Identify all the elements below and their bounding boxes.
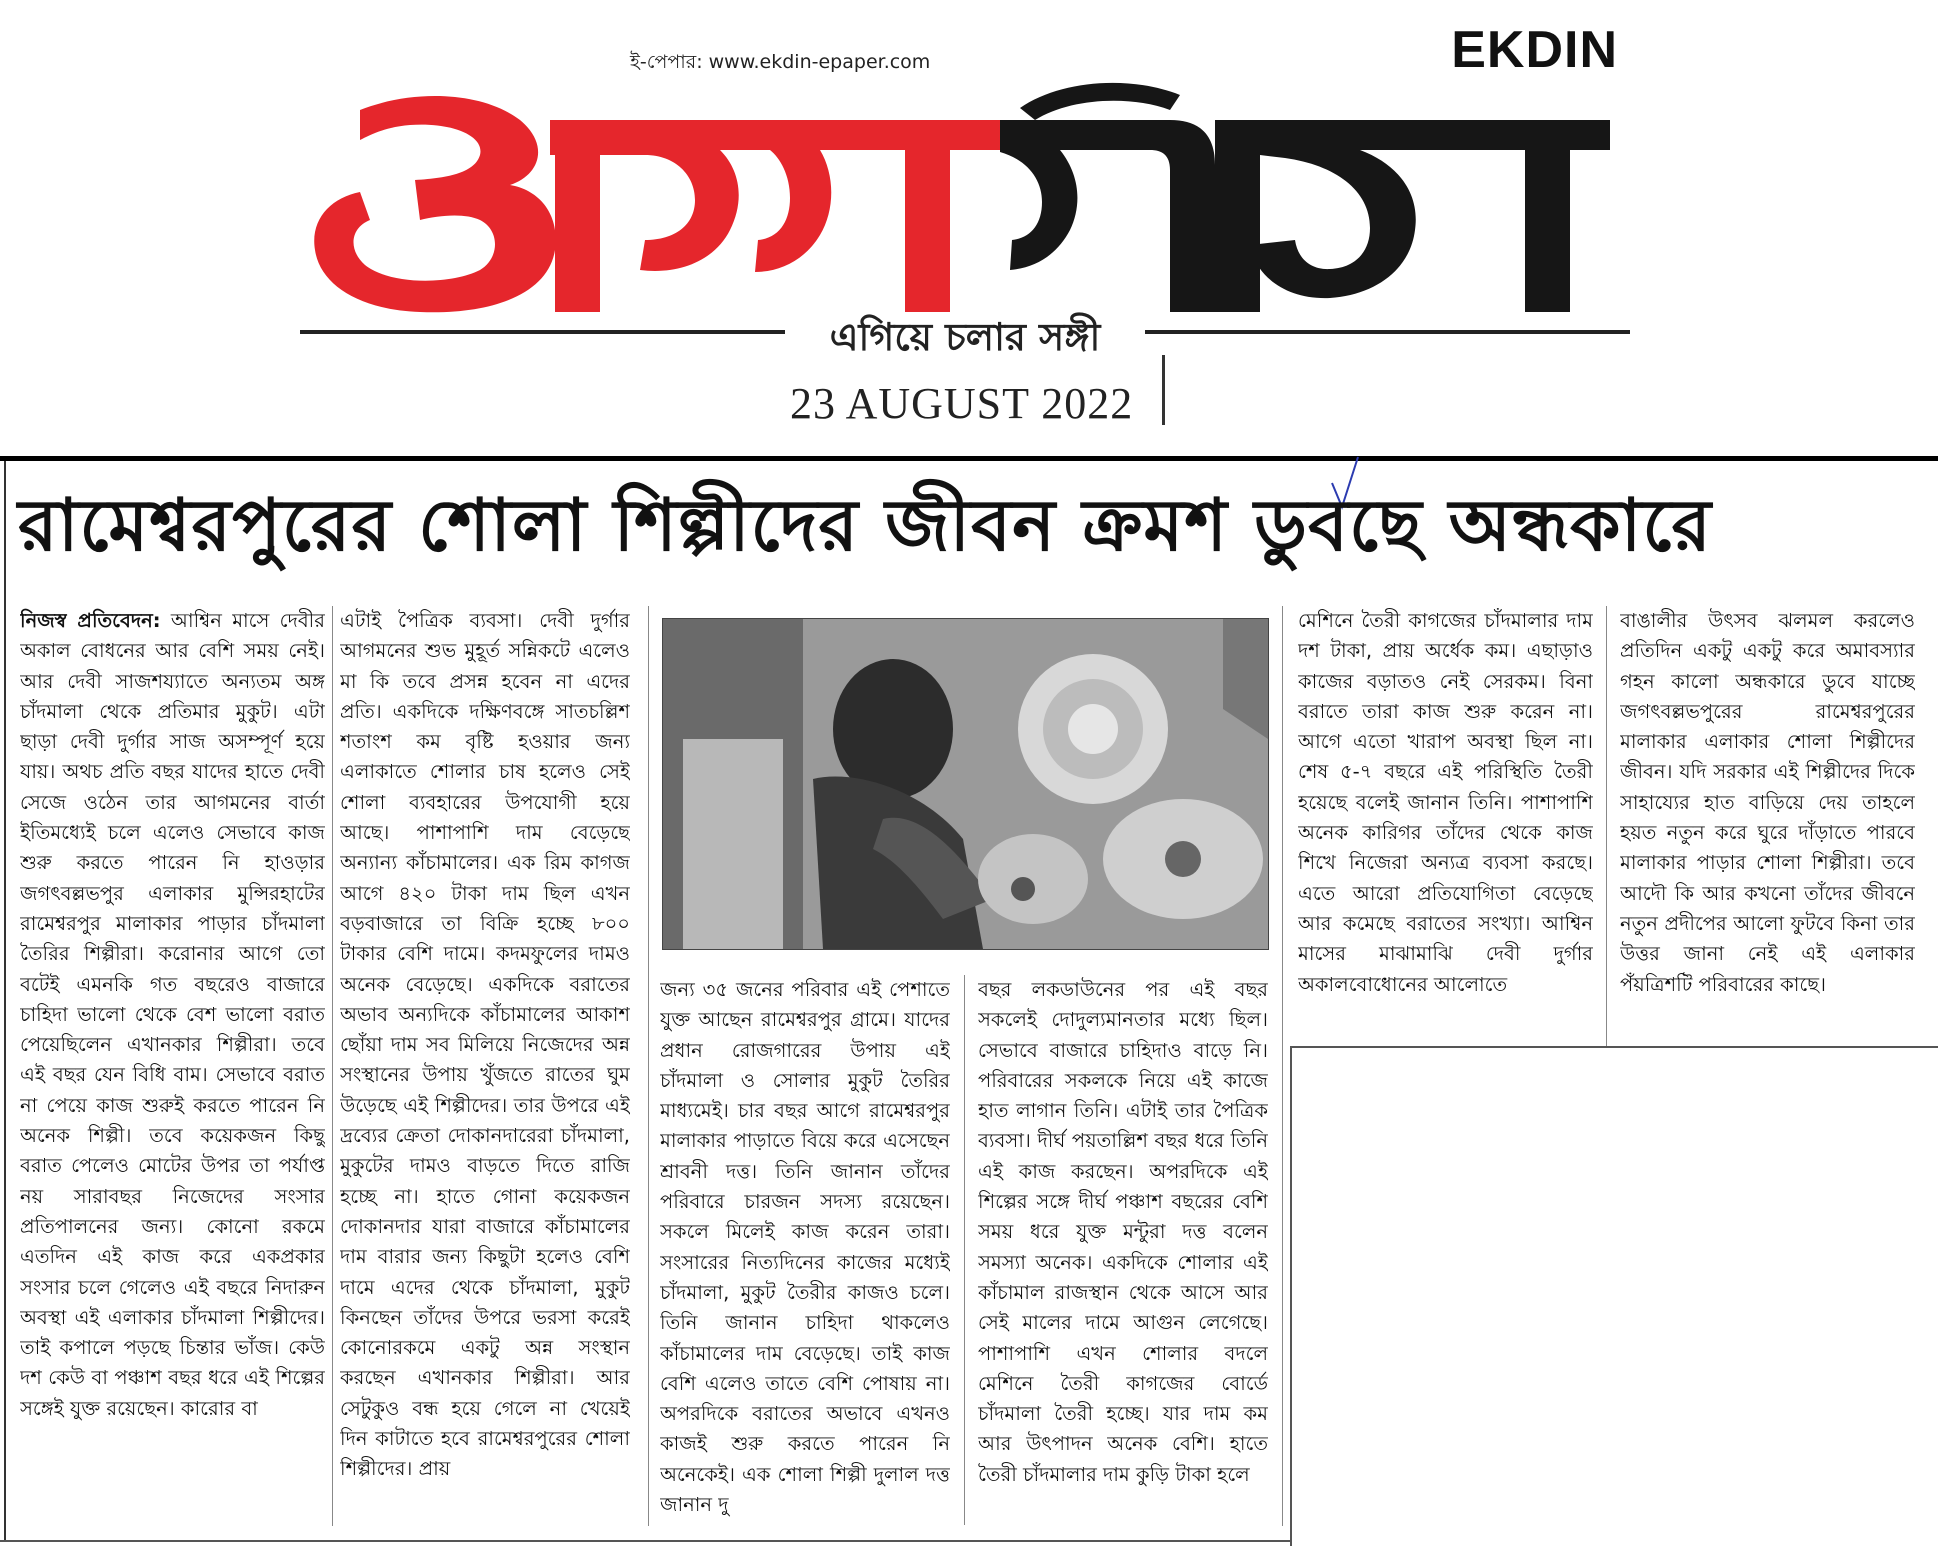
article-column-4 (978, 975, 1268, 1525)
column-5-text: মেশিনে তৈরী কাগজের চাঁদমালার দাম দশ টাকা, প্রায় অর্ধেক কম। এছাড়াও কাজের বড়াতও নেই সেরকম। বিনা বরাতে তারা কাজ শুরু করেন না। আগে এতো খারাপ অবস্থা ছিল না। শেষ ৫-৭ বছরে এই পরিস্থিতি তৈরী হয়েছে বলেই জানান তিনি। পাশাপাশি অনেক কারিগর তাঁদের থেকে কাজ শিখে নিজেরা অন্যত্র ব্যবসা করছে। এতে আরো প্রতিযোগিতা বেড়েছে আর কমেছে বরাতের সংখ্যা। আশ্বিন মাসের মাঝামাঝি দেবী দুর্গার অকালবোধোনের আলোতে (1298, 609, 1593, 996)
article-left-rule (4, 461, 6, 1541)
article-headline: রামেশ্বরপুরের শোলা শিল্পীদের জীবন ক্রমশ ডুবছে অন্ধকারে (18, 483, 1712, 567)
column-2-text: এটাই পৈত্রিক ব্যবসা। দেবী দুর্গার আগমনের শুভ মুহূর্ত সন্নিকটে এলেও মা কি তবে প্রসন্ন হবেন না এদের প্রতি। একদিকে দক্ষিণবঙ্গে সাতচল্লিশ শতাংশ কম বৃষ্টি হওয়ার জন্য এলাকাতে শোলার চাষ হলেও সেই শোলা ব্যবহারের উপযোগী হয়ে আছে। পাশাপাশি দাম বেড়েছে অন্যান্য কাঁচামালের। এক রিম কাগজ আগে ৪২০ টাকা দাম ছিল এখন বড়বাজারে তা বিক্রি হচ্ছে ৮০০ টাকার বেশি দামে। কদমফুলের দামও অনেক বেড়েছে। একদিকে বরাতের অভাব অন্যদিকে কাঁচামালের আকাশ ছোঁয়া দাম সব মিলিয়ে নিজেদের অন্ন সংস্থানের উপায় খুঁজতে রাতের ঘুম উড়েছে এই শিল্পীদের। তার উপরে এই দ্রব্যের ক্রেতা দোকানদারেরা চাঁদমালা, মুকুটের দামও বাড়তে দিতে রাজি হচ্ছে না। হাতে গোনা কয়েকজন দোকানদার যারা বাজারে কাঁচামালের দাম বারার জন্য কিছুটা হলেও বেশি দামে এদের থেকে চাঁদমালা, মুকুট কিনছেন তাঁদের উপরে ভরসা করেই কোনোরকমে একটু অন্ন সংস্থান করছেন এখানকার শিল্পীরা। আর সেটুকুও বন্ধ হয়ে গেলে না খেয়েই দিন কাটাতে হবে রামেশ্বরপুরের শোলা শিল্পীদের। প্রায় (340, 609, 630, 1481)
tagline-rule-right (1145, 330, 1630, 334)
article-top-rule (0, 456, 1938, 461)
article-column-6 (1620, 606, 1915, 1046)
column-3-text: জন্য ৩৫ জনের পরিবার এই পেশাতে যুক্ত আছেন রামেশ্বরপুর গ্রামে। যাদের প্রধান রোজগারের উপায় এই চাঁদমালা ও সোলার মুকুট তৈরির মাধ্যমেই। চার বছর আগে রামেশ্বরপুর মালাকার পাড়াতে বিয়ে করে এসেছেন শ্রাবনী দত্ত। তিনি জানান তাঁদের পরিবারে চারজন সদস্য রয়েছেন। সকলে মিলেই কাজ করেন তারা। সংসারের নিত্যদিনের কাজের মধ্যেই চাঁদমালা, মুকুট তৈরীর কাজও চলে। তিনি জানান চাহিদা থাকলেও কাঁচামালের দাম বেড়েছে। তাই কাজ বেশি এলেও তাতে বেশি পোষায় না। অপরদিকে বরাতের অভাবে এখনও কাজই শুরু করতে পারেন নি অনেকেই। এক শোলা শিল্পী দুলাল দত্ত জানান দু (660, 978, 950, 1517)
logo-mark (314, 83, 1610, 312)
article-end-rule-vertical (1290, 1046, 1292, 1546)
column-4-text: বছর লকডাউনের পর এই বছর সকলেই দোদুল্যমানতার মধ্যে ছিল। সেভাবে বাজারে চাহিদাও বাড়ে নি। পরিবারের সকলকে নিয়ে এই কাজে হাত লাগান তিনি। এটাই তার পৈত্রিক ব্যবসা। দীর্ঘ পয়তাল্লিশ বছর ধরে তিনি এই কাজ করছেন। অপরদিকে এই শিল্পের সঙ্গে দীর্ঘ পঞ্চাশ বছরের বেশি সময় ধরে যুক্ত মন্টুরা দত্ত বলেন সমস্যা অনেক। একদিকে শোলার এই কাঁচামাল রাজস্থান থেকে আসে আর সেই মালের দামে আগুন লেগেছে। পাশাপাশি এখন শোলার বদলে মেশিনে তৈরী কাগজের বোর্ডে চাঁদমালা তৈরী হচ্ছে। যার দাম কম আর উৎপাদন অনেক বেশি। হাতে তৈরী চাঁদমালার দাম কুড়ি টাকা হলে (978, 978, 1268, 1486)
article-column-2 (340, 606, 630, 1526)
epaper-url: ই-পেপার: www.ekdin-epaper.com (630, 51, 931, 73)
column-divider (1606, 606, 1607, 1046)
byline: নিজস্ব প্রতিবেদন: (20, 609, 161, 632)
column-divider (964, 975, 965, 1525)
clip-edge-mark (1162, 355, 1165, 425)
article-column-1 (20, 606, 325, 1526)
column-divider (1282, 606, 1283, 1526)
article-photo (662, 618, 1269, 950)
column-divider (332, 606, 333, 1526)
column-divider (648, 606, 649, 1526)
masthead-logo (300, 80, 1630, 325)
article-end-rule (1290, 1046, 1938, 1048)
article-column-5 (1298, 606, 1593, 1046)
brand-name: EKDIN (1451, 21, 1618, 79)
column-1-text: আশ্বিন মাসে দেবীর অকাল বোধনের আর বেশি সময় নেই। আর দেবী সাজশয্যাতে অন্যতম অঙ্গ চাঁদমালা থেকে প্রতিমার মুকুট। এটা ছাড়া দেবী দুর্গার সাজ অসম্পূর্ণ হয়ে যায়। অথচ প্রতি বছর যাদের হাতে দেবী সেজে ওঠেন তার আগমনের বার্তা ইতিমধ্যেই চলে এলেও সেভাবে কাজ শুরু করতে পারেন নি হাওড়ার জগৎবল্লভপুর এলাকার মুন্সিরহাটের রামেশ্বরপুর মালাকার পাড়ার চাঁদমালা তৈরির শিল্পীরা। করোনার আগে তো বটেই এমনকি গত বছরেও বাজারে চাহিদা ভালো থেকে বেশ ভালো বরাত পেয়েছিলেন এখানকার শিল্পীরা। তবে এই বছর যেন বিধি বাম। সেভাবে বরাত না পেয়ে কাজ শুরুই করতে পারেন নি অনেক শিল্পী। তবে কয়েকজন কিছু বরাত পেলেও মোটের উপর তা পর্যাপ্ত নয় সারাবছর নিজেদের সংসার প্রতিপালনের জন্য। কোনো রকমে এতদিন এই কাজ করে একপ্রকার সংসার চলে গেলেও এই বছরে নিদারুন অবস্থা এই এলাকার চাঁদমালা শিল্পীদের। তাই কপালে পড়ছে চিন্তার ভাঁজ। কেউ দশ কেউ বা পঞ্চাশ বছর ধরে এই শিল্পের সঙ্গেই যুক্ত রয়েছেন। কারোর বা (20, 609, 325, 1420)
tagline-row (300, 308, 1630, 359)
issue-date: 23 AUGUST 2022 (790, 379, 1134, 428)
column-6-text: বাঙালীর উৎসব ঝলমল করলেও প্রতিদিন একটু একটু করে অমাবস্যার গহন কালো অন্ধকারে ডুবে যাচ্ছে জগৎবল্লভপুরের রামেশ্বরপুরের মালাকার এলাকার শোলা শিল্পীদের জীবন। যদি সরকার এই শিল্পীদের দিকে সাহায্যের হাত বাড়িয়ে দেয় তাহলে হয়ত নতুন করে ঘুরে দাঁড়াতে পারবে মালাকার পাড়ার শোলা শিল্পীরা। তবে আদৌ কি আর কখনো তাঁদের জীবনে নতুন প্রদীপের আলো ফুটবে কিনা তার উত্তর জানা নেই এই এলাকার পঁয়ত্রিশটি পরিবারের কাছে। (1620, 609, 1915, 996)
logo-text: একদিন (300, 324, 303, 325)
article-column-3 (660, 975, 950, 1525)
tagline: এগিয়ে চলার সঙ্গী (829, 315, 1101, 359)
article-bottom-rule (0, 1540, 1290, 1542)
tagline-rule-left (300, 330, 785, 334)
